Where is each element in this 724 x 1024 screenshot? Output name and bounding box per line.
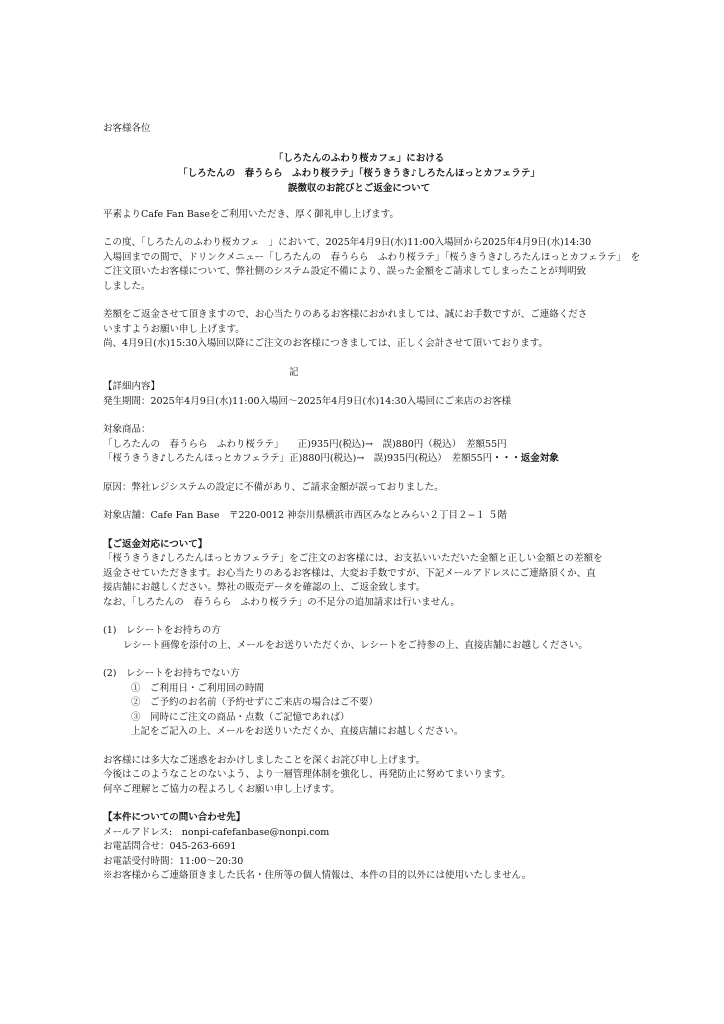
- contact-heading: 【本件についての問い合わせ先】: [103, 812, 246, 823]
- contact-email: メールアドレス: nonpi-cafefanbase@nonpi.com: [103, 826, 330, 838]
- list-item: 「桜うきうき♪しろたんほっとカフェラテ」正)880円(税込)→ 誤)935円(税込） 差額55円・・・返金対象: [103, 453, 559, 464]
- paragraph-line: 差額をご返金させて頂きますので、お心当たりのあるお客様におかれましては、誠にお手数ですが、ご連絡くださ: [103, 309, 588, 320]
- title-line-3: 誤徴収のお詫びとご返金について: [287, 182, 431, 194]
- refund-target-label: ・・・返金対象: [492, 453, 559, 464]
- list-item: ① ご利用日・ご利用回の時間: [131, 682, 265, 694]
- case-without-receipt: [103, 667, 615, 740]
- paragraph-line: 入場回までの間で、ドリンクメニュー「しろたんの 春うらら ふわり桜ラテ」「桜うきうき♪しろたんほっとカフェラテ」 を: [103, 251, 641, 263]
- paragraph-line: なお、「しろたんの 春うらら ふわり桜ラテ」の不足分の追加請求は行いません。: [103, 596, 460, 608]
- paragraph-line: この度、「しろたんのふわり桜カフェ 」において、2025年4月9日(水)11:00入場回から2025年4月9日(水)14:30: [103, 237, 592, 248]
- case-with-receipt: [103, 624, 615, 653]
- paragraph-line: ご注文頂いたお客様について、弊社側のシステム設定不備により、誤った金額をご請求してしまったことが判明致: [103, 266, 587, 277]
- list-item: ③ 同時にご注文の商品・点数（ご記憶であれば）: [131, 711, 350, 723]
- paragraph-line: お客様には多大なご迷惑をおかけしましたことを深くお詫び申し上げます。: [103, 754, 426, 766]
- paragraph-line: いますようお願い申し上げます。: [103, 323, 245, 335]
- paragraph-line: 「桜うきうき♪しろたんほっとカフェラテ」をご注文のお客様には、お支払いいただいた金額と正しい金額との差額を: [103, 553, 603, 564]
- contact-phone: お電話問合せ：045-263-6691: [103, 841, 237, 852]
- paragraph-incident: [103, 236, 641, 294]
- case-label: (2) レシートをお持ちでない方: [103, 668, 240, 679]
- case-label: (1) レシートをお持ちの方: [103, 625, 221, 636]
- intro-text: 平素よりCafe Fan Baseをご利用いただき、厚く御礼申し上げます。: [103, 208, 399, 220]
- paragraph-line: 何卒ご理解とご協力の程よろしくお願い申し上げます。: [103, 783, 340, 795]
- refund-heading: 【ご返金対応について】: [103, 538, 208, 550]
- paragraph-line: しました。: [103, 280, 151, 292]
- cause-text: 原因：弊社レジシステムの設定に不備があり、ご請求金額が誤っておりました。: [103, 481, 444, 493]
- notice-document: [103, 122, 641, 884]
- privacy-note: ※お客様からご連絡頂きました氏名・住所等の個人情報は、本件の目的以外には使用いたしません。: [103, 870, 532, 881]
- target-label: 対象商品：: [103, 424, 151, 435]
- notice-title: [103, 151, 615, 196]
- case-text: 上記をご記入の上、メールをお送りいただくか、直接店舗にお越しください。: [131, 726, 464, 737]
- list-item: 「しろたんの 春うらら ふわり桜ラテ」 正)935円(税込)→ 誤)880円（税込） 差額55円: [103, 438, 507, 450]
- details-heading: 【詳細内容】: [103, 381, 161, 392]
- paragraph-line: 返金させていただきます。お心当たりのあるお客様は、大変お手数ですが、下記メールアドレスにご連絡頂くか、直: [103, 567, 596, 579]
- target-items: [103, 438, 615, 467]
- paragraph-line: 今後はこのようなことのないよう、より一層管理体制を強化し、再発防止に努めてまいります。: [103, 769, 511, 780]
- store-text: 対象店舗：Cafe Fan Base 〒220-0012 神奈川県横浜市西区みなとみらい２丁目２−１ ５階: [103, 510, 508, 521]
- paragraph-refund-request: [103, 308, 615, 352]
- refund-paragraph: [103, 552, 615, 610]
- closing-paragraph: [103, 754, 615, 798]
- ki-mark: 記: [289, 366, 299, 378]
- period-text: 発生期間：2025年4月9日(水)11:00入場回〜2025年4月9日(水)14:30入場回にご来店のお客様: [103, 395, 512, 407]
- contact-block: [103, 826, 615, 884]
- title-line-1: 「しろたんのふわり桜カフェ」における: [273, 152, 445, 164]
- greeting: お客様各位: [103, 123, 151, 134]
- list-item: ② ご予約のお名前（予約せずにご来店の場合はご不要）: [131, 697, 379, 708]
- title-line-2: 「しろたんの 春うらら ふわり桜ラテ」「桜うきうき♪しろたんほっとカフェラテ」: [178, 167, 540, 179]
- contact-hours: お電話受付時間：11:00〜20:30: [103, 855, 244, 867]
- case-text: レシート画像を添付の上、メールをお送りいただくか、レシートをご持参の上、直接店舗にお越しください。: [123, 639, 588, 651]
- paragraph-line: 接店舗にお越しください。弊社の販売データを確認の上、ご返金致します。: [103, 582, 426, 593]
- paragraph-line: 尚、4月9日(水)15:30入場回以降にご注文のお客様につきましては、正しく会計させて頂いております。: [103, 338, 548, 349]
